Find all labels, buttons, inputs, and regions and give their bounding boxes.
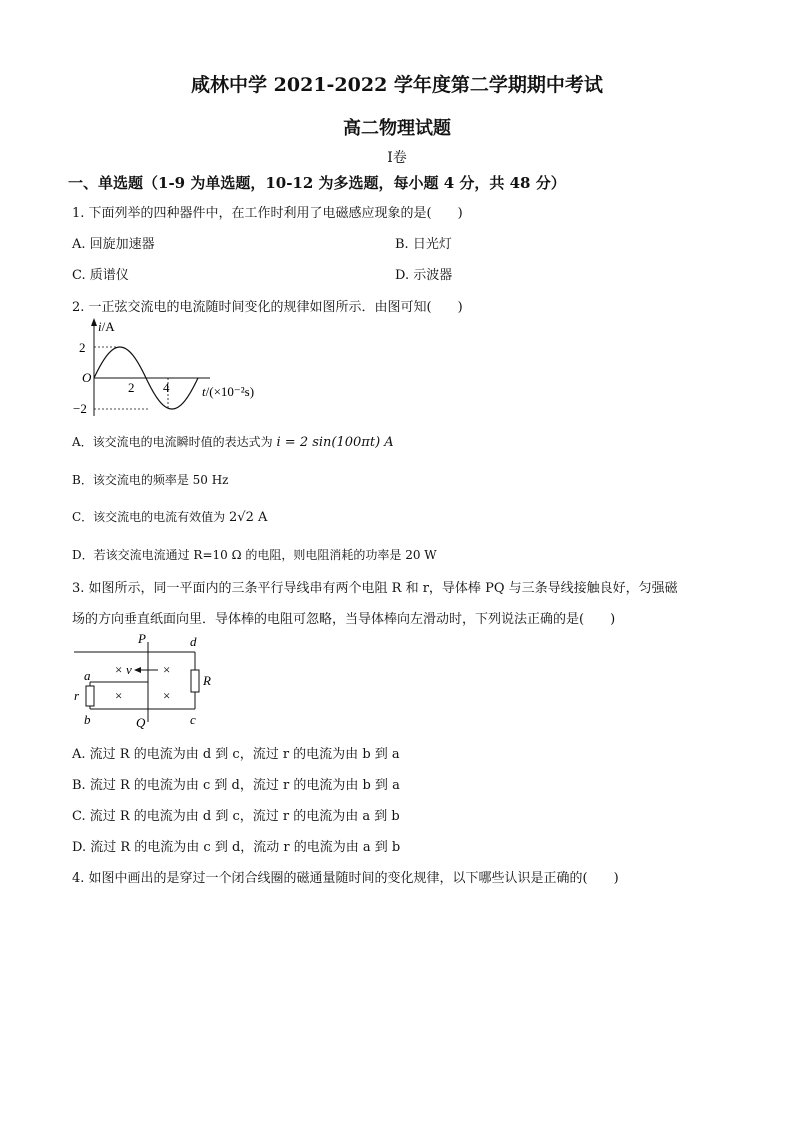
- option-label: A.: [72, 237, 86, 252]
- q1-option-c: [72, 264, 129, 283]
- q1-option-b: [395, 233, 452, 252]
- option-text: A．该交流电的电流瞬时值的表达式为: [72, 435, 273, 449]
- option-formula: i = 2 sin(100πt) A: [276, 435, 394, 450]
- option-label: B.: [395, 237, 409, 252]
- label-r: r: [74, 688, 80, 703]
- q3-stem-line-2: 场的方向垂直纸面向里．导体棒的电阻可忽略，当导体棒向左滑动时，下列说法正确的是( ): [72, 612, 616, 627]
- field-cross-icon: ×: [115, 662, 123, 677]
- resistor-R: [191, 670, 199, 692]
- q2-option-b: B．该交流电的频率是 50 Hz: [72, 473, 229, 487]
- field-cross-icon: ×: [163, 688, 171, 703]
- option-text: 示波器: [413, 268, 453, 283]
- field-cross-icon: ×: [115, 688, 123, 703]
- q3-stem-line-1: 3. 如图所示，同一平面内的三条平行导线串有两个电阻 R 和 r，导体棒 PQ 与三条导线接触良好，匀强磁: [72, 581, 678, 596]
- volume-label: Ⅰ卷: [387, 150, 407, 166]
- field-cross-icon: ×: [163, 662, 171, 677]
- q3-circuit-diagram: [70, 632, 220, 730]
- q2-stem: 2. 一正弦交流电的电流随时间变化的规律如图所示．由图可知( ): [72, 300, 463, 315]
- y-axis-label: i/A: [98, 319, 115, 334]
- x-tick-2-label: 2: [128, 380, 135, 395]
- y-min-label: −2: [73, 401, 87, 416]
- label-R: R: [203, 673, 211, 688]
- q1-option-d: [395, 264, 452, 283]
- exam-title: 咸林中学 2021-2022 学年度第二学期期中考试: [191, 74, 603, 96]
- q3-option-d: D. 流过 R 的电流为由 c 到 d，流动 r 的电流为由 a 到 b: [72, 840, 401, 855]
- label-d: d: [190, 634, 197, 649]
- option-label: D.: [395, 268, 410, 283]
- option-formula: 2√2 A: [229, 510, 268, 525]
- label-c: c: [190, 712, 196, 727]
- option-text: 质谱仪: [89, 268, 129, 283]
- exam-subtitle: 高二物理试题: [343, 118, 451, 139]
- x-axis-label: t/(×10⁻²s): [202, 384, 255, 399]
- y-axis-arrow-icon: [91, 318, 97, 326]
- q4-stem: 4. 如图中画出的是穿过一个闭合线圈的磁通量随时间的变化规律，以下哪些认识是正确的( ): [72, 871, 619, 886]
- origin-label: O: [82, 370, 92, 385]
- q1-option-a: [72, 233, 155, 252]
- resistor-r: [86, 686, 94, 706]
- y-max-label: 2: [79, 340, 86, 355]
- q2-option-a: [72, 433, 394, 450]
- velocity-label: v: [126, 662, 132, 677]
- label-a: a: [84, 668, 91, 683]
- option-text: 日光灯: [412, 237, 452, 252]
- q2-sine-graph: [70, 316, 280, 418]
- q2-option-d: D．若该交流电流通过 R=10 Ω 的电阻，则电阻消耗的功率是 20 W: [72, 548, 437, 562]
- label-Q: Q: [136, 715, 146, 730]
- q3-option-a: A. 流过 R 的电流为由 d 到 c，流过 r 的电流为由 b 到 a: [72, 747, 400, 762]
- q3-option-b: B. 流过 R 的电流为由 c 到 d，流过 r 的电流为由 b 到 a: [72, 778, 400, 793]
- label-b: b: [84, 712, 91, 727]
- x-tick-4-label: 4: [163, 380, 170, 395]
- option-text: 回旋加速器: [89, 237, 155, 252]
- section-heading: 一、单选题（1-9 为单选题，10-12 为多选题，每小题 4 分，共 48 分）: [68, 174, 566, 192]
- option-label: C.: [72, 268, 86, 283]
- q2-option-c: [72, 508, 267, 525]
- q3-option-c: C. 流过 R 的电流为由 d 到 c，流过 r 的电流为由 a 到 b: [72, 809, 400, 824]
- q1-stem: 1. 下面列举的四种器件中，在工作时利用了电磁感应现象的是( ): [72, 206, 463, 221]
- velocity-arrowhead-icon: [134, 667, 141, 673]
- label-P: P: [138, 632, 146, 646]
- option-text: C．该交流电的电流有效值为: [72, 510, 226, 524]
